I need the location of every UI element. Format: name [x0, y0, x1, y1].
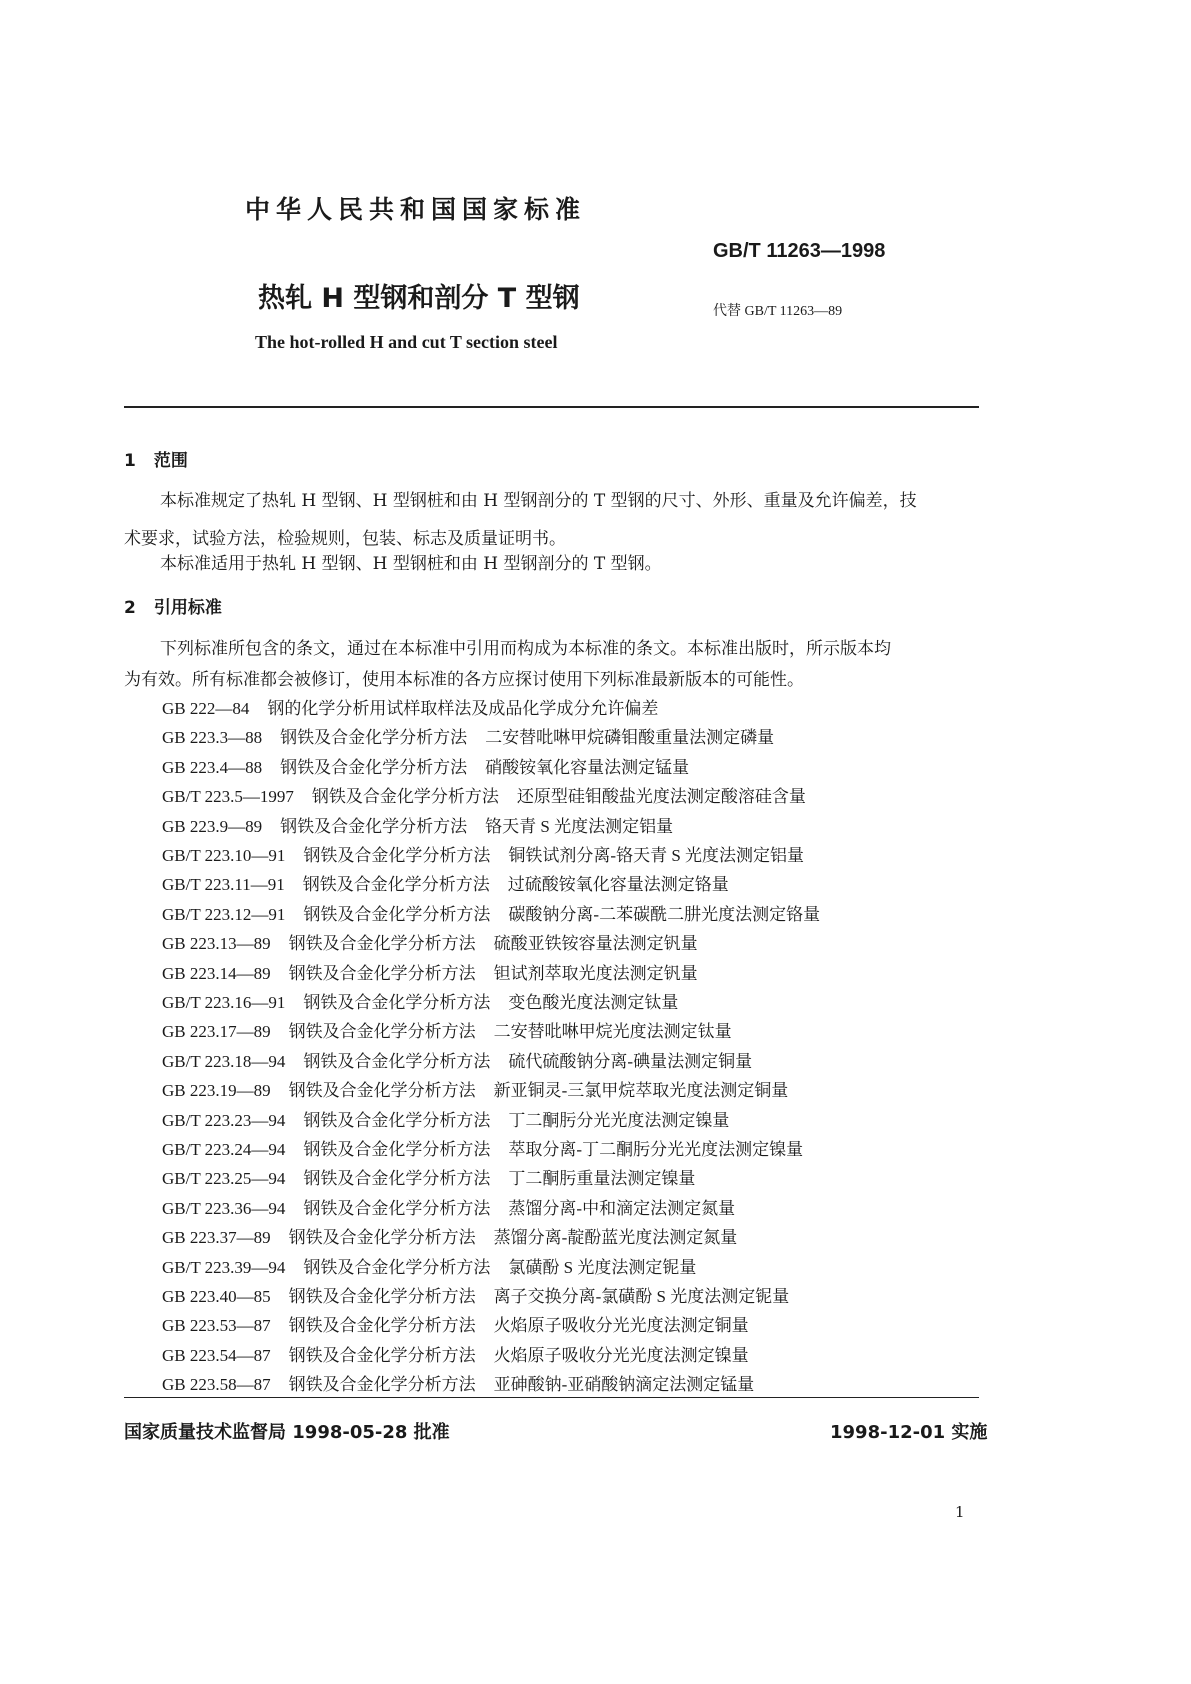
reference-method: 钢铁及合金化学分析方法 [303, 993, 491, 1012]
reference-code: GB 223.19—89 [162, 1081, 271, 1101]
paragraph-line: 术要求，试验方法，检验规则，包装、标志及质量证明书。 [124, 529, 566, 549]
reference-item [162, 959, 698, 984]
reference-code: GB/T 223.23—94 [162, 1110, 286, 1130]
reference-method: 钢铁及合金化学分析方法 [303, 1169, 491, 1189]
reference-title: 过硫酸铵氧化容量法测定铬量 [507, 875, 729, 895]
reference-title: 硫酸亚铁铵容量法测定钒量 [493, 934, 698, 954]
reference-item [162, 782, 806, 807]
reference-method: 钢铁及合金化学分析方法 [288, 1022, 476, 1042]
reference-code: GB 223.14—89 [162, 963, 271, 983]
reference-item [162, 1311, 749, 1336]
reference-title: 铜铁试剂分离-铬天青 S 光度法测定铝量 [508, 846, 805, 865]
issuing-organization: 中华人民共和国国家标准 [245, 195, 587, 224]
reference-title: 氯磺酚 S 光度法测定铌量 [508, 1257, 697, 1277]
effective-date: 1998-12-01 实施 [830, 1422, 988, 1443]
reference-code: GB 223.3—88 [162, 728, 263, 748]
reference-method: 钢铁及合金化学分析方法 [303, 1051, 491, 1071]
reference-title: 蒸馏分离-中和滴定法测定氮量 [508, 1198, 736, 1218]
reference-title: 离子交换分离-氯磺酚 S 光度法测定铌量 [493, 1287, 790, 1306]
reference-method: 钢铁及合金化学分析方法 [280, 728, 468, 748]
reference-item [162, 1370, 754, 1395]
reference-item [162, 1194, 735, 1219]
reference-code: GB/T 223.12—91 [162, 904, 286, 924]
reference-method: 钢铁及合金化学分析方法 [288, 1345, 476, 1365]
reference-item [162, 870, 729, 895]
reference-item [162, 1017, 732, 1042]
reference-item [162, 753, 689, 778]
document-title-english: The hot-rolled H and cut T section steel [255, 332, 558, 352]
reference-item [162, 694, 658, 719]
reference-method: 钢铁及合金化学分析方法 [288, 1375, 476, 1395]
document-title: 热轧 H 型钢和剖分 T 型钢 [258, 283, 580, 314]
page-number: 1 [955, 1503, 965, 1521]
reference-title: 二安替吡啉甲烷光度法测定钛量 [493, 1022, 732, 1042]
reference-code: GB/T 223.10—91 [162, 846, 286, 865]
reference-code: GB 223.4—88 [162, 757, 263, 777]
reference-title: 二安替吡啉甲烷磷钼酸重量法测定磷量 [485, 728, 775, 748]
section-title: 范围 [153, 451, 188, 471]
reference-method: 钢铁及合金化学分析方法 [303, 1110, 491, 1130]
paragraph-line: 本标准适用于热轧 H 型钢、H 型钢桩和由 H 型钢剖分的 T 型钢。 [160, 554, 662, 574]
reference-code: GB/T 223.24—94 [162, 1140, 286, 1159]
reference-item [162, 723, 774, 748]
footer-divider [124, 1397, 979, 1398]
reference-method: 钢铁及合金化学分析方法 [288, 963, 476, 983]
paragraph-line: 本标准规定了热轧 H 型钢、H 型钢桩和由 H 型钢剖分的 T 型钢的尺寸、外形、重量及允许偏差，技 [160, 491, 917, 511]
reference-item [162, 988, 678, 1013]
standard-number: GB/T 11263—1998 [713, 240, 886, 262]
reference-code: GB/T 223.39—94 [162, 1257, 286, 1277]
reference-code: GB 223.40—85 [162, 1287, 271, 1306]
reference-item [162, 1135, 803, 1160]
reference-code: GB 223.17—89 [162, 1022, 271, 1042]
reference-method: 钢铁及合金化学分析方法 [303, 904, 491, 924]
paragraph-line: 下列标准所包含的条文，通过在本标准中引用而构成为本标准的条文。本标准出版时，所示版本均 [160, 639, 891, 659]
reference-title: 新亚铜灵-三氯甲烷萃取光度法测定铜量 [493, 1081, 789, 1101]
reference-title: 钽试剂萃取光度法测定钒量 [493, 963, 698, 983]
reference-title: 钢的化学分析用试样取样法及成品化学成分允许偏差 [267, 699, 659, 718]
reference-item [162, 929, 698, 954]
reference-title: 硝酸铵氧化容量法测定锰量 [485, 757, 690, 777]
reference-code: GB 223.9—89 [162, 816, 263, 836]
reference-title: 丁二酮肟重量法测定镍量 [508, 1169, 696, 1189]
reference-title: 变色酸光度法测定钛量 [508, 993, 679, 1012]
reference-method: 钢铁及合金化学分析方法 [303, 846, 491, 865]
reference-code: GB 223.53—87 [162, 1316, 271, 1336]
reference-title: 亚砷酸钠-亚硝酸钠滴定法测定锰量 [493, 1375, 755, 1395]
reference-code: GB/T 223.36—94 [162, 1198, 286, 1218]
reference-title: 火焰原子吸收分光光度法测定镍量 [493, 1345, 749, 1365]
reference-title: 萃取分离-丁二酮肟分光光度法测定镍量 [508, 1140, 804, 1159]
reference-code: GB 222—84 [162, 699, 250, 718]
replaces-standard: 代替 GB/T 11263—89 [713, 304, 843, 319]
reference-item [162, 812, 673, 837]
reference-title: 碳酸钠分离-二苯碳酰二肼光度法测定铬量 [508, 904, 821, 924]
reference-method: 钢铁及合金化学分析方法 [303, 1257, 491, 1277]
reference-code: GB/T 223.5—1997 [162, 787, 294, 807]
reference-code: GB 223.54—87 [162, 1345, 271, 1365]
reference-title: 丁二酮肟分光光度法测定镍量 [508, 1110, 730, 1130]
reference-method: 钢铁及合金化学分析方法 [311, 787, 499, 807]
reference-method: 钢铁及合金化学分析方法 [302, 875, 490, 895]
reference-code: GB 223.58—87 [162, 1375, 271, 1395]
reference-title: 铬天青 S 光度法测定铝量 [485, 816, 674, 836]
reference-method: 钢铁及合金化学分析方法 [280, 816, 468, 836]
reference-title: 蒸馏分离-靛酚蓝光度法测定氮量 [493, 1228, 738, 1248]
reference-title: 硫代硫酸钠分离-碘量法测定铜量 [508, 1051, 753, 1071]
section-title: 引用标准 [153, 598, 222, 618]
section-number: 1 [124, 451, 136, 471]
reference-item [162, 900, 820, 925]
reference-item [162, 1223, 737, 1248]
header-divider [124, 406, 979, 408]
reference-method: 钢铁及合金化学分析方法 [303, 1140, 491, 1159]
reference-code: GB/T 223.18—94 [162, 1051, 286, 1071]
reference-method: 钢铁及合金化学分析方法 [280, 757, 468, 777]
reference-item [162, 1106, 729, 1131]
reference-method: 钢铁及合金化学分析方法 [288, 934, 476, 954]
reference-method: 钢铁及合金化学分析方法 [288, 1316, 476, 1336]
section-heading [124, 593, 222, 618]
reference-title: 火焰原子吸收分光光度法测定铜量 [493, 1316, 749, 1336]
reference-method: 钢铁及合金化学分析方法 [288, 1081, 476, 1101]
reference-item [162, 1047, 752, 1072]
reference-item [162, 1341, 749, 1366]
section-heading [124, 446, 188, 471]
reference-title: 还原型硅钼酸盐光度法测定酸溶硅含量 [516, 787, 806, 807]
reference-code: GB/T 223.11—91 [162, 875, 285, 895]
reference-method: 钢铁及合金化学分析方法 [303, 1198, 491, 1218]
reference-code: GB/T 223.16—91 [162, 993, 286, 1012]
reference-item [162, 1282, 789, 1307]
reference-item [162, 1164, 695, 1189]
section-number: 2 [124, 598, 136, 618]
reference-method: 钢铁及合金化学分析方法 [288, 1228, 476, 1248]
reference-code: GB 223.37—89 [162, 1228, 271, 1248]
reference-item [162, 841, 804, 866]
reference-method: 钢铁及合金化学分析方法 [288, 1287, 476, 1306]
reference-item [162, 1253, 696, 1278]
reference-code: GB/T 223.25—94 [162, 1169, 286, 1189]
approval-date: 国家质量技术监督局 1998-05-28 批准 [124, 1422, 450, 1443]
paragraph-line: 为有效。所有标准都会被修订，使用本标准的各方应探讨使用下列标准最新版本的可能性。 [124, 670, 804, 690]
reference-code: GB 223.13—89 [162, 934, 271, 954]
reference-item [162, 1076, 788, 1101]
